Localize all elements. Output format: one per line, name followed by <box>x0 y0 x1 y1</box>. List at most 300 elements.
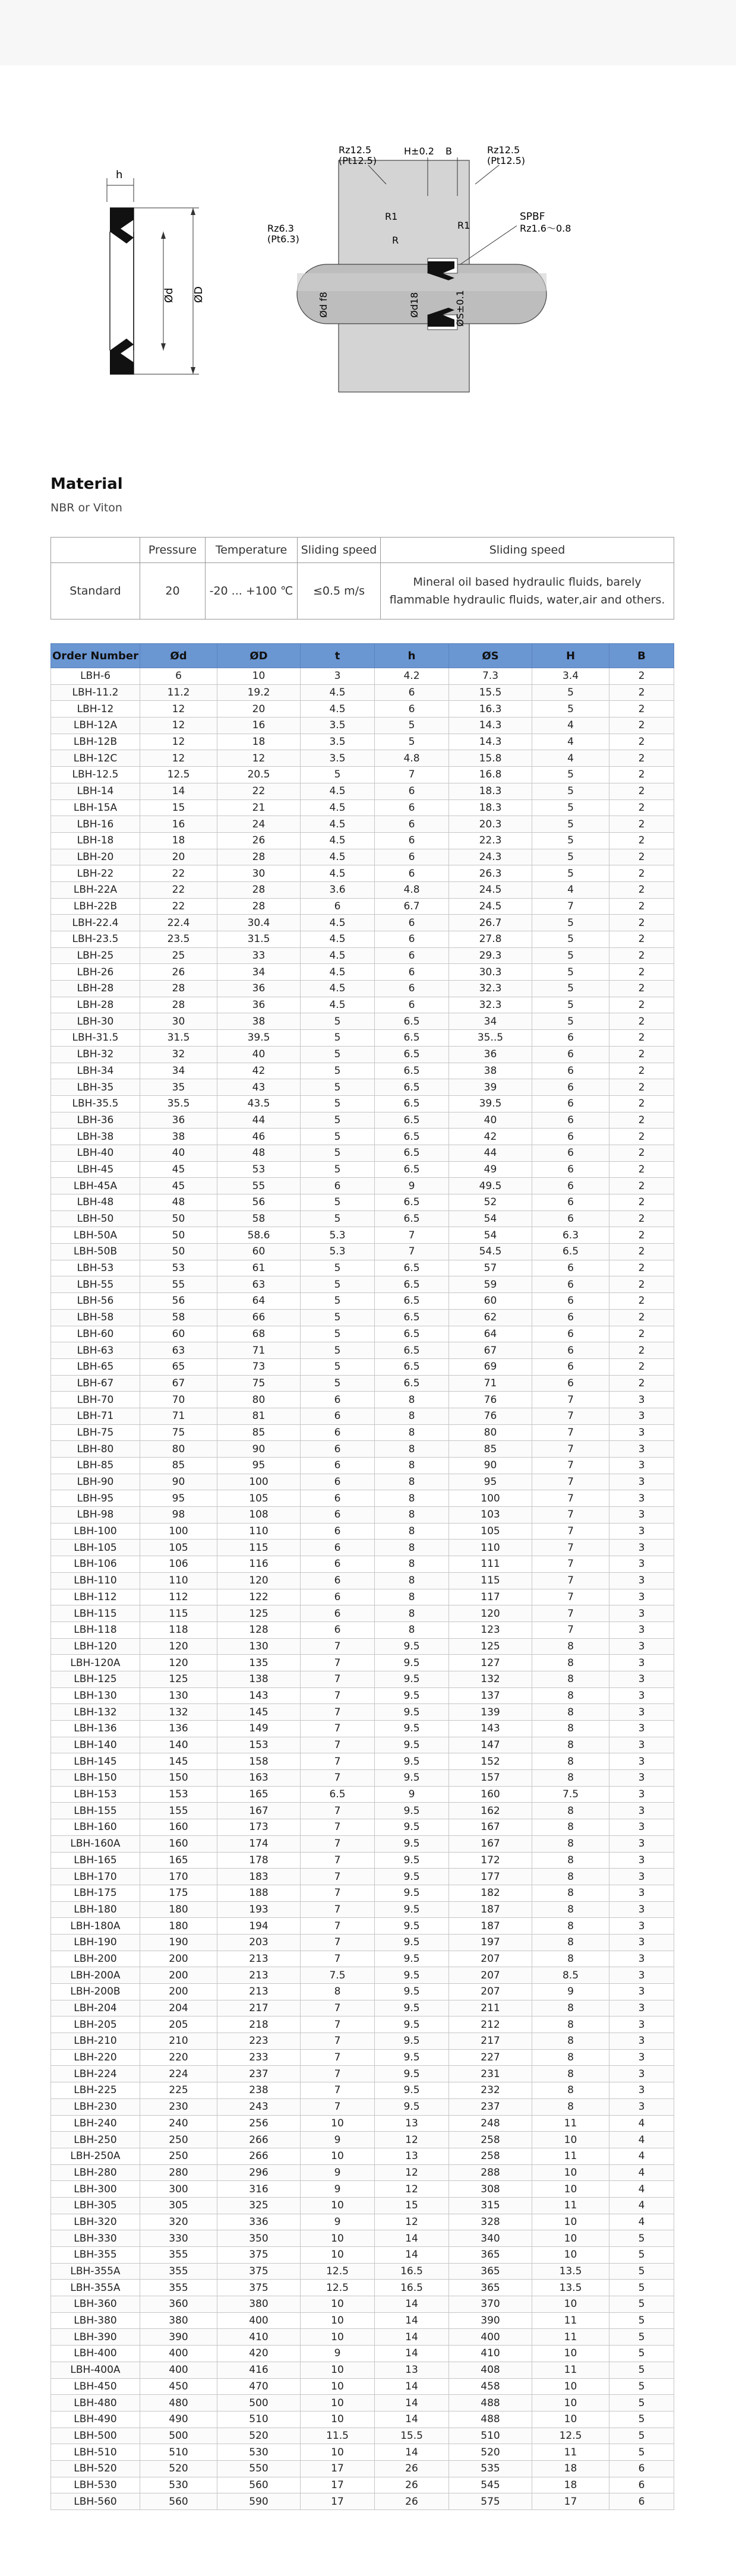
table-cell-d: 48 <box>140 1194 217 1211</box>
dimensions-table <box>50 643 674 2510</box>
table-row <box>51 1869 674 1885</box>
table-cell-B: 5 <box>609 2329 674 2346</box>
dim-header-t: t <box>301 644 375 668</box>
table-cell-h: 12 <box>375 2181 449 2198</box>
table-cell-order-number: LBH-6 <box>51 668 140 685</box>
table-cell-order-number: LBH-50B <box>51 1244 140 1260</box>
table-cell-D: 60 <box>217 1244 301 1260</box>
table-cell-H: 8 <box>532 1852 609 1869</box>
table-cell-H: 8 <box>532 1737 609 1753</box>
table-cell-H: 5 <box>532 981 609 997</box>
table-cell-S: 160 <box>449 1786 532 1803</box>
table-cell-h: 5 <box>375 734 449 750</box>
table-cell-B: 3 <box>609 1687 674 1704</box>
table-row <box>51 767 674 783</box>
table-cell-t: 7 <box>301 1885 375 1901</box>
table-cell-S: 71 <box>449 1375 532 1392</box>
table-cell-h: 8 <box>375 1424 449 1441</box>
table-cell-H: 4 <box>532 734 609 750</box>
table-row <box>51 1375 674 1392</box>
table-cell-order-number: LBH-175 <box>51 1885 140 1901</box>
table-cell-h: 6 <box>375 997 449 1013</box>
table-cell-B: 4 <box>609 2115 674 2132</box>
table-cell-D: 243 <box>217 2098 301 2115</box>
table-cell-H: 6 <box>532 1358 609 1375</box>
table-cell-t: 7 <box>301 1704 375 1721</box>
dim-header-D: ØD <box>217 644 301 668</box>
table-cell-S: 187 <box>449 1918 532 1935</box>
dim-header-S: ØS <box>449 644 532 668</box>
table-cell-B: 3 <box>609 1490 674 1507</box>
table-cell-D: 420 <box>217 2346 301 2362</box>
table-cell-S: 24.3 <box>449 849 532 865</box>
table-cell-S: 90 <box>449 1458 532 1474</box>
table-cell-B: 2 <box>609 964 674 981</box>
table-cell-t: 7 <box>301 2000 375 2016</box>
table-cell-d: 85 <box>140 1458 217 1474</box>
table-cell-order-number: LBH-153 <box>51 1786 140 1803</box>
table-cell-H: 5 <box>532 947 609 964</box>
table-cell-B: 5 <box>609 2428 674 2444</box>
table-cell-D: 213 <box>217 1951 301 1967</box>
table-cell-h: 9.5 <box>375 2098 449 2115</box>
table-cell-B: 3 <box>609 1556 674 1573</box>
table-cell-order-number: LBH-112 <box>51 1589 140 1605</box>
table-cell-d: 190 <box>140 1934 217 1951</box>
table-cell-D: 336 <box>217 2214 301 2230</box>
table-cell-B: 2 <box>609 1342 674 1359</box>
table-row <box>51 1441 674 1458</box>
table-cell-t: 10 <box>301 2197 375 2214</box>
table-cell-d: 105 <box>140 1540 217 1556</box>
table-cell-D: 66 <box>217 1309 301 1326</box>
table-cell-S: 26.7 <box>449 915 532 931</box>
table-cell-B: 3 <box>609 1835 674 1852</box>
table-cell-S: 95 <box>449 1474 532 1490</box>
table-cell-S: 172 <box>449 1852 532 1869</box>
table-cell-h: 9.5 <box>375 1984 449 2000</box>
table-row <box>51 2197 674 2214</box>
table-cell-order-number: LBH-65 <box>51 1358 140 1375</box>
table-cell-t: 6 <box>301 1572 375 1589</box>
table-cell-S: 24.5 <box>449 881 532 898</box>
table-cell-H: 9 <box>532 1984 609 2000</box>
table-cell-B: 2 <box>609 915 674 931</box>
table-cell-S: 197 <box>449 1934 532 1951</box>
table-cell-order-number: LBH-200A <box>51 1967 140 1984</box>
table-row <box>51 898 674 915</box>
table-cell-B: 2 <box>609 1112 674 1129</box>
table-cell-order-number: LBH-56 <box>51 1293 140 1310</box>
table-cell-H: 5 <box>532 849 609 865</box>
table-cell-B: 3 <box>609 2033 674 2050</box>
table-cell-h: 8 <box>375 1490 449 1507</box>
table-row <box>51 881 674 898</box>
table-cell-D: 174 <box>217 1835 301 1852</box>
table-cell-t: 17 <box>301 2493 375 2510</box>
table-cell-H: 6.5 <box>532 1244 609 1260</box>
table-cell-S: 227 <box>449 2049 532 2066</box>
table-cell-h: 9.5 <box>375 1638 449 1655</box>
table-cell-order-number: LBH-224 <box>51 2066 140 2082</box>
table-cell-h: 4.8 <box>375 750 449 767</box>
table-cell-t: 7 <box>301 1918 375 1935</box>
table-cell-S: 36 <box>449 1046 532 1063</box>
table-cell-H: 7 <box>532 1572 609 1589</box>
table-cell-B: 3 <box>609 1704 674 1721</box>
table-cell-B: 2 <box>609 734 674 750</box>
table-cell-H: 8 <box>532 2082 609 2099</box>
spec-cell-temperature: -20 ... +100 ℃ <box>206 563 298 619</box>
table-row <box>51 2230 674 2247</box>
table-cell-D: 73 <box>217 1358 301 1375</box>
table-cell-h: 26 <box>375 2477 449 2493</box>
table-cell-D: 100 <box>217 1474 301 1490</box>
table-cell-B: 3 <box>609 1572 674 1589</box>
table-cell-order-number: LBH-80 <box>51 1441 140 1458</box>
table-cell-D: 167 <box>217 1803 301 1819</box>
table-cell-h: 15.5 <box>375 2428 449 2444</box>
table-row <box>51 1260 674 1276</box>
table-cell-B: 3 <box>609 1852 674 1869</box>
rz-right-label: Rz12.5 <box>487 144 520 156</box>
table-row <box>51 1013 674 1030</box>
table-cell-S: 147 <box>449 1737 532 1753</box>
table-cell-S: 212 <box>449 2016 532 2033</box>
table-cell-H: 8 <box>532 1655 609 1671</box>
table-cell-t: 5 <box>301 1161 375 1178</box>
table-cell-H: 13.5 <box>532 2263 609 2280</box>
table-cell-d: 120 <box>140 1655 217 1671</box>
table-cell-t: 10 <box>301 2148 375 2164</box>
table-cell-t: 4.5 <box>301 799 375 816</box>
table-cell-H: 8 <box>532 1901 609 1918</box>
table-cell-B: 2 <box>609 750 674 767</box>
table-cell-H: 8 <box>532 1885 609 1901</box>
table-cell-d: 145 <box>140 1753 217 1770</box>
technical-drawings <box>0 65 736 422</box>
table-cell-d: 67 <box>140 1375 217 1392</box>
table-cell-order-number: LBH-125 <box>51 1671 140 1687</box>
table-cell-order-number: LBH-22B <box>51 898 140 915</box>
table-row <box>51 997 674 1013</box>
table-cell-d: 330 <box>140 2230 217 2247</box>
table-cell-h: 9.5 <box>375 2082 449 2099</box>
table-cell-order-number: LBH-35 <box>51 1079 140 1096</box>
table-cell-order-number: LBH-490 <box>51 2411 140 2428</box>
table-cell-S: 365 <box>449 2247 532 2264</box>
table-cell-D: 256 <box>217 2115 301 2132</box>
table-cell-D: 36 <box>217 981 301 997</box>
dim-header-H: H <box>532 644 609 668</box>
table-cell-S: 54 <box>449 1227 532 1244</box>
table-row <box>51 1244 674 1260</box>
r1-top-label: R1 <box>385 211 398 222</box>
table-cell-D: 375 <box>217 2263 301 2280</box>
table-cell-t: 4.5 <box>301 947 375 964</box>
table-cell-h: 6 <box>375 981 449 997</box>
table-cell-D: 143 <box>217 1687 301 1704</box>
table-row <box>51 750 674 767</box>
table-cell-d: 360 <box>140 2296 217 2313</box>
table-cell-t: 5 <box>301 767 375 783</box>
table-cell-B: 2 <box>609 1293 674 1310</box>
spec-media-line-2: flammable hydraulic fluids, water,air and others. <box>389 593 665 606</box>
table-cell-H: 11 <box>532 2329 609 2346</box>
table-row <box>51 1704 674 1721</box>
table-cell-d: 130 <box>140 1687 217 1704</box>
table-cell-H: 8 <box>532 1638 609 1655</box>
table-row <box>51 1342 674 1359</box>
table-cell-H: 8 <box>532 1753 609 1770</box>
table-row <box>51 865 674 882</box>
table-cell-t: 5 <box>301 1095 375 1112</box>
table-cell-S: 211 <box>449 2000 532 2016</box>
table-cell-D: 110 <box>217 1523 301 1540</box>
table-cell-S: 157 <box>449 1770 532 1787</box>
table-cell-S: 15.8 <box>449 750 532 767</box>
table-cell-d: 355 <box>140 2247 217 2264</box>
table-row <box>51 849 674 865</box>
table-cell-D: 28 <box>217 898 301 915</box>
table-cell-t: 7 <box>301 1819 375 1836</box>
table-cell-D: 266 <box>217 2148 301 2164</box>
d18-label: Ød18 <box>409 292 420 318</box>
table-cell-d: 12 <box>140 718 217 734</box>
table-cell-t: 6 <box>301 1392 375 1408</box>
table-row <box>51 1819 674 1836</box>
table-cell-order-number: LBH-480 <box>51 2395 140 2411</box>
table-cell-h: 8 <box>375 1458 449 1474</box>
table-cell-d: 380 <box>140 2312 217 2329</box>
table-cell-t: 5 <box>301 1293 375 1310</box>
table-cell-order-number: LBH-22A <box>51 881 140 898</box>
table-cell-H: 5 <box>532 915 609 931</box>
table-cell-S: 39.5 <box>449 1095 532 1112</box>
table-cell-order-number: LBH-500 <box>51 2428 140 2444</box>
table-cell-order-number: LBH-35.5 <box>51 1095 140 1112</box>
table-cell-d: 58 <box>140 1309 217 1326</box>
table-row <box>51 1046 674 1063</box>
table-cell-S: 288 <box>449 2164 532 2181</box>
table-row <box>51 915 674 931</box>
table-cell-h: 8 <box>375 1540 449 1556</box>
table-cell-H: 8 <box>532 1671 609 1687</box>
material-subtitle: NBR or Viton <box>50 501 122 514</box>
table-cell-S: 248 <box>449 2115 532 2132</box>
table-cell-order-number: LBH-28 <box>51 997 140 1013</box>
table-cell-t: 5 <box>301 1030 375 1047</box>
table-cell-h: 9.5 <box>375 1704 449 1721</box>
table-cell-h: 9.5 <box>375 1770 449 1787</box>
table-cell-order-number: LBH-530 <box>51 2477 140 2493</box>
table-cell-H: 5 <box>532 767 609 783</box>
table-cell-B: 2 <box>609 1129 674 1145</box>
table-cell-S: 207 <box>449 1984 532 2000</box>
table-cell-D: 43 <box>217 1079 301 1096</box>
table-cell-B: 2 <box>609 684 674 701</box>
seal-cross-section-drawing <box>50 154 205 404</box>
table-cell-B: 4 <box>609 2132 674 2148</box>
table-cell-order-number: LBH-18 <box>51 832 140 849</box>
table-cell-t: 6.5 <box>301 1786 375 1803</box>
table-cell-B: 2 <box>609 1063 674 1079</box>
table-cell-h: 9.5 <box>375 1803 449 1819</box>
table-row <box>51 2312 674 2329</box>
table-cell-h: 6.5 <box>375 1063 449 1079</box>
table-cell-order-number: LBH-150 <box>51 1770 140 1787</box>
table-row <box>51 1523 674 1540</box>
table-cell-B: 2 <box>609 701 674 718</box>
table-cell-order-number: LBH-205 <box>51 2016 140 2033</box>
b-label: B <box>446 146 452 157</box>
table-cell-H: 8 <box>532 1803 609 1819</box>
table-cell-B: 2 <box>609 1046 674 1063</box>
table-cell-H: 8 <box>532 1934 609 1951</box>
table-cell-D: 237 <box>217 2066 301 2082</box>
table-cell-t: 9 <box>301 2346 375 2362</box>
table-cell-D: 135 <box>217 1655 301 1671</box>
table-cell-B: 2 <box>609 1276 674 1293</box>
table-cell-D: 30 <box>217 865 301 882</box>
table-cell-D: 178 <box>217 1852 301 1869</box>
h-label: h <box>116 169 123 181</box>
table-cell-H: 8 <box>532 2033 609 2050</box>
table-cell-H: 8 <box>532 1918 609 1935</box>
table-cell-S: 7.3 <box>449 668 532 685</box>
table-cell-t: 7 <box>301 1951 375 1967</box>
table-row <box>51 1934 674 1951</box>
table-cell-order-number: LBH-11.2 <box>51 684 140 701</box>
table-cell-h: 14 <box>375 2296 449 2313</box>
table-cell-S: 575 <box>449 2493 532 2510</box>
table-cell-H: 10 <box>532 2132 609 2148</box>
table-cell-B: 2 <box>609 1145 674 1161</box>
table-cell-B: 3 <box>609 1605 674 1622</box>
table-cell-t: 10 <box>301 2312 375 2329</box>
table-cell-H: 7 <box>532 1490 609 1507</box>
table-cell-order-number: LBH-75 <box>51 1424 140 1441</box>
table-cell-H: 5 <box>532 931 609 948</box>
table-cell-S: 110 <box>449 1540 532 1556</box>
table-cell-B: 3 <box>609 1408 674 1424</box>
table-cell-S: 308 <box>449 2181 532 2198</box>
table-cell-S: 315 <box>449 2197 532 2214</box>
table-cell-h: 6 <box>375 816 449 833</box>
table-cell-h: 6 <box>375 947 449 964</box>
table-cell-t: 5.3 <box>301 1244 375 1260</box>
table-cell-S: 103 <box>449 1507 532 1524</box>
table-cell-H: 6 <box>532 1210 609 1227</box>
table-cell-h: 9.5 <box>375 1721 449 1737</box>
table-cell-D: 560 <box>217 2477 301 2493</box>
table-cell-t: 5 <box>301 1210 375 1227</box>
table-cell-H: 8 <box>532 2049 609 2066</box>
table-cell-B: 2 <box>609 1178 674 1194</box>
table-cell-D: 36 <box>217 997 301 1013</box>
table-cell-t: 5 <box>301 1194 375 1211</box>
table-cell-S: 60 <box>449 1293 532 1310</box>
table-cell-h: 4.2 <box>375 668 449 685</box>
table-cell-order-number: LBH-400 <box>51 2346 140 2362</box>
table-cell-d: 98 <box>140 1507 217 1524</box>
table-cell-H: 7 <box>532 1589 609 1605</box>
table-cell-D: 122 <box>217 1589 301 1605</box>
table-cell-H: 6 <box>532 1276 609 1293</box>
table-cell-order-number: LBH-160 <box>51 1819 140 1836</box>
table-cell-h: 8 <box>375 1392 449 1408</box>
table-cell-H: 10 <box>532 2230 609 2247</box>
table-cell-d: 224 <box>140 2066 217 2082</box>
table-cell-B: 2 <box>609 898 674 915</box>
table-cell-H: 8 <box>532 1835 609 1852</box>
table-cell-B: 5 <box>609 2296 674 2313</box>
table-row <box>51 2493 674 2510</box>
table-cell-B: 3 <box>609 1753 674 1770</box>
table-cell-order-number: LBH-250 <box>51 2132 140 2148</box>
d-h9-label: Ød f8 <box>318 292 329 318</box>
table-cell-D: 194 <box>217 1918 301 1935</box>
table-cell-t: 6 <box>301 1474 375 1490</box>
table-row <box>51 799 674 816</box>
table-cell-h: 6.5 <box>375 1013 449 1030</box>
table-cell-order-number: LBH-38 <box>51 1129 140 1145</box>
table-cell-B: 2 <box>609 1095 674 1112</box>
table-cell-d: 6 <box>140 668 217 685</box>
table-cell-order-number: LBH-23.5 <box>51 931 140 948</box>
table-cell-d: 450 <box>140 2378 217 2395</box>
table-cell-t: 6 <box>301 898 375 915</box>
table-cell-B: 3 <box>609 1441 674 1458</box>
table-cell-order-number: LBH-520 <box>51 2460 140 2477</box>
table-cell-H: 13.5 <box>532 2280 609 2296</box>
table-cell-t: 10 <box>301 2247 375 2264</box>
table-cell-D: 158 <box>217 1753 301 1770</box>
table-cell-t: 5 <box>301 1309 375 1326</box>
table-cell-d: 230 <box>140 2098 217 2115</box>
table-cell-H: 5 <box>532 783 609 799</box>
table-cell-D: 128 <box>217 1622 301 1638</box>
table-cell-d: 22 <box>140 865 217 882</box>
table-cell-H: 11 <box>532 2197 609 2214</box>
table-row <box>51 1112 674 1129</box>
table-cell-B: 2 <box>609 1375 674 1392</box>
table-cell-t: 4.5 <box>301 981 375 997</box>
table-cell-t: 17 <box>301 2460 375 2477</box>
table-cell-D: 38 <box>217 1013 301 1030</box>
table-cell-S: 30.3 <box>449 964 532 981</box>
table-cell-B: 3 <box>609 2098 674 2115</box>
header-band <box>0 0 736 65</box>
table-cell-order-number: LBH-31.5 <box>51 1030 140 1047</box>
spec-header-speed: Sliding speed <box>298 538 381 563</box>
table-cell-B: 3 <box>609 2049 674 2066</box>
table-cell-B: 2 <box>609 947 674 964</box>
table-cell-d: 200 <box>140 1967 217 1984</box>
table-cell-B: 2 <box>609 997 674 1013</box>
table-row <box>51 1458 674 1474</box>
table-cell-order-number: LBH-12C <box>51 750 140 767</box>
table-cell-D: 173 <box>217 1819 301 1836</box>
table-cell-h: 6.5 <box>375 1210 449 1227</box>
table-cell-S: 258 <box>449 2148 532 2164</box>
table-cell-d: 390 <box>140 2329 217 2346</box>
table-cell-S: 365 <box>449 2263 532 2280</box>
table-cell-order-number: LBH-320 <box>51 2214 140 2230</box>
table-cell-B: 2 <box>609 767 674 783</box>
table-cell-D: 80 <box>217 1392 301 1408</box>
table-cell-order-number: LBH-12A <box>51 718 140 734</box>
